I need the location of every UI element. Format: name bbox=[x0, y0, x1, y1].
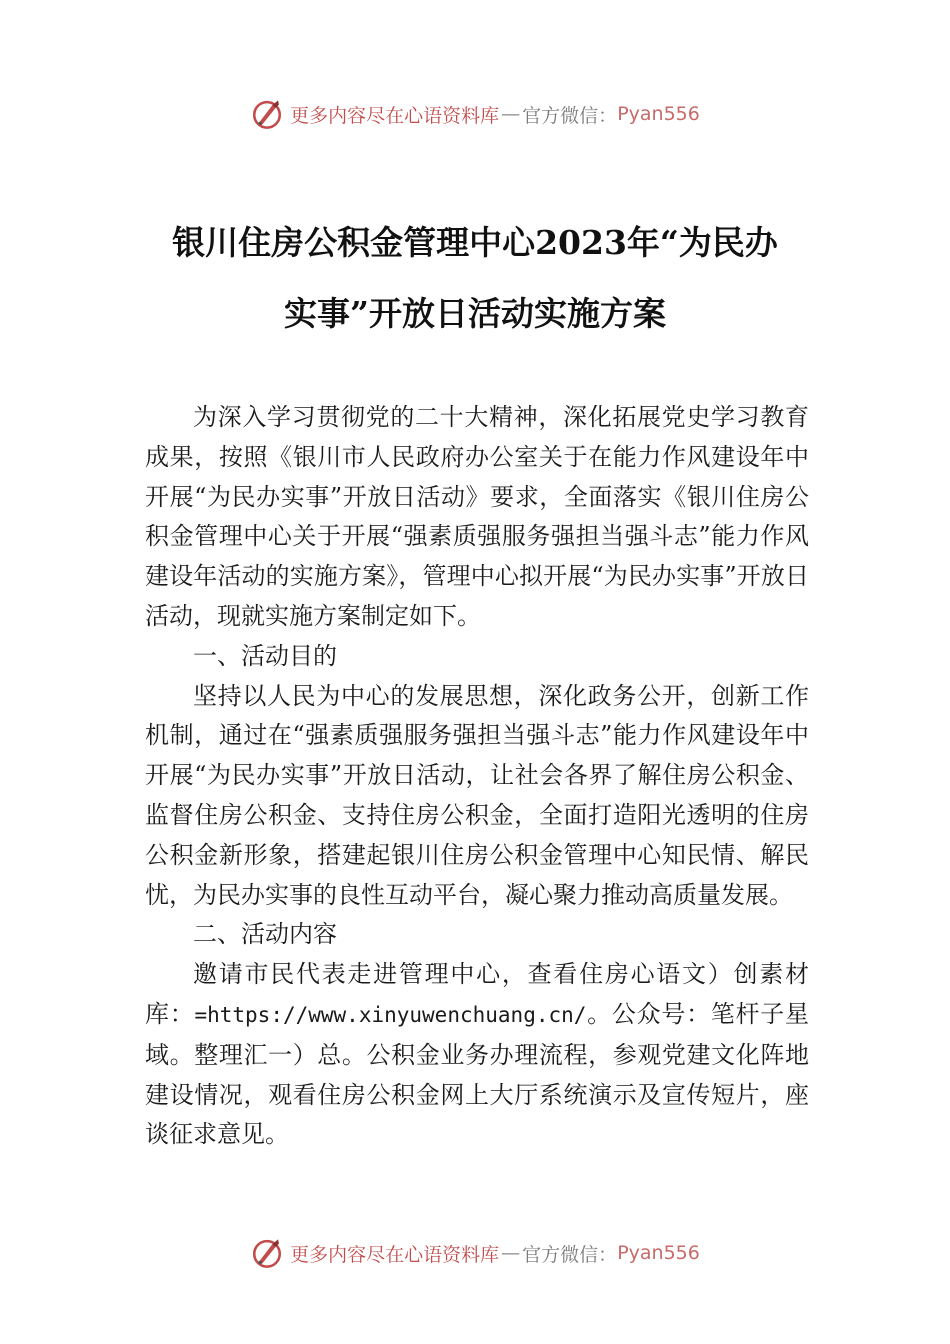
header-banner bbox=[0, 94, 950, 134]
section-2-text-a: 邀请市民代表走进管理中心，查看住房心语文）创素材库： bbox=[145, 960, 809, 1028]
section-2-text-b: 。公众号：笔杆子星域。整理汇一）总。公积金业务办理流程，参观党建文化阵地建设情况，观看住房公积金网上大厅系统演示及宣传短片，座谈征求意见。 bbox=[145, 999, 810, 1149]
banner-separator: — bbox=[501, 1242, 521, 1264]
quill-pen-logo-icon bbox=[250, 97, 284, 131]
section-2-heading: 二、活动内容 bbox=[193, 920, 337, 949]
banner-brand-text: 更多内容尽在心语资料库 bbox=[290, 1243, 500, 1266]
banner-wechat-label: 官方微信： bbox=[522, 1243, 618, 1266]
section-2-paragraph bbox=[145, 955, 809, 1155]
document-title-line-2: 实事”开放日活动实施方案 bbox=[284, 294, 666, 333]
document-title-line-1: 银川住房公积金管理中心2023年“为民办 bbox=[172, 223, 778, 262]
quill-pen-logo-icon bbox=[250, 1236, 284, 1270]
banner-separator: — bbox=[501, 103, 521, 125]
banner-brand-text: 更多内容尽在心语资料库 bbox=[290, 104, 500, 127]
banner-wechat-id: Pyan556 bbox=[617, 1242, 700, 1264]
banner-wechat-id: Pyan556 bbox=[617, 103, 700, 125]
footer-banner bbox=[0, 1233, 950, 1273]
intro-paragraph: 为深入学习贯彻党的二十大精神，深化拓展党史学习教育成果，按照《银川市人民政府办公室关于在能力作风建设年中开展“为民办实事”开放日活动》要求，全面落实《银川住房公积金管理中心关于开展“强素质强服务强担当强斗志”能力作风建设年活动的实施方案》，管理中心拟开展“为民办实事”开放日活动，现就实施方案制定如下。 bbox=[145, 403, 809, 630]
section-1-heading: 一、活动目的 bbox=[193, 641, 337, 670]
banner-wechat-label: 官方微信： bbox=[522, 104, 618, 127]
document-body bbox=[145, 398, 809, 1155]
section-1-paragraph: 坚持以人民为中心的发展思想，深化政务公开，创新工作机制，通过在“强素质强服务强担当强斗志”能力作风建设年中开展“为民办实事”开放日活动，让社会各界了解住房公积金、监督住房公积金、支持住房公积金，全面打造阳光透明的住房公积金新形象，搭建起银川住房公积金管理中心知民情、解民忧，为民办实事的良性互动平台，凝心聚力推动高质量发展。 bbox=[145, 681, 809, 909]
resource-url-link[interactable]: =https://www.xinyuwenchuang.cn/ bbox=[194, 1002, 587, 1027]
